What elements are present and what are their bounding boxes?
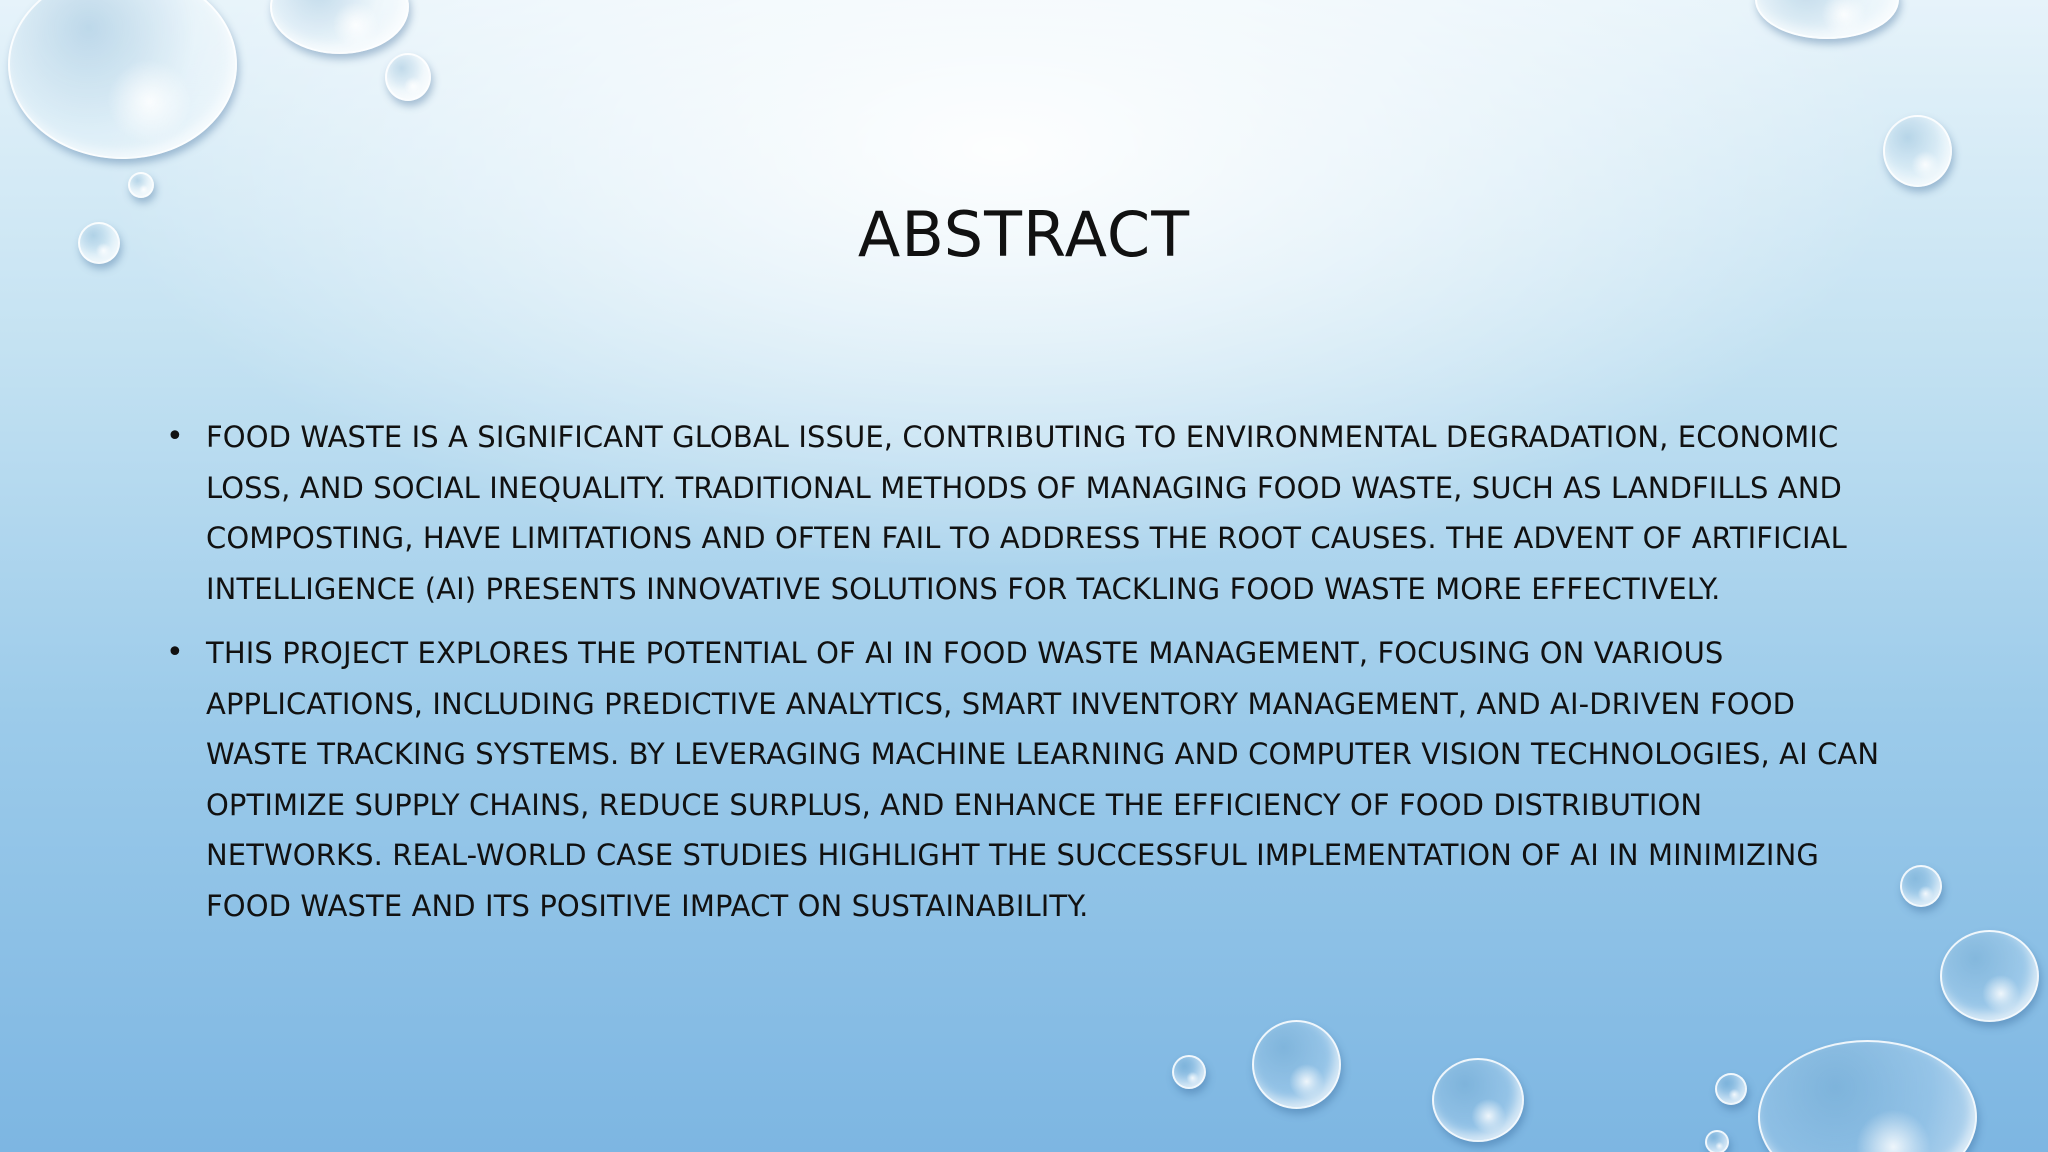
water-droplet-decoration xyxy=(1172,1055,1206,1089)
bullet-list xyxy=(164,412,1884,945)
water-droplet-decoration xyxy=(1883,115,1952,187)
water-droplet-decoration xyxy=(1758,1040,1977,1152)
bullet-item xyxy=(164,412,1884,614)
bullet-point-icon: • xyxy=(166,635,184,670)
water-droplet-decoration xyxy=(385,53,431,101)
water-droplet-decoration xyxy=(270,0,409,54)
water-droplet-decoration xyxy=(1900,865,1942,907)
water-droplet-decoration xyxy=(1432,1058,1524,1142)
bullet-text: FOOD WASTE IS A SIGNIFICANT GLOBAL ISSUE, CONTRIBUTING TO ENVIRONMENTAL DEGRADATION, ECONOMIC LOSS, AND SOCIAL INEQUALITY. TRADITIONAL METHODS OF MANAGING FOOD WASTE, SUCH AS LANDFILLS AND COMPOSTING, HAVE LIMITATIONS AND OFTEN FAIL TO ADDRESS THE ROOT CAUSES. THE ADVENT OF ARTIFICIAL INTELLIGENCE (AI) PRESENTS INNOVATIVE SOLUTIONS FOR TACKLING FOOD WASTE MORE EFFECTIVELY. xyxy=(206,420,1847,606)
water-droplet-decoration xyxy=(8,0,237,159)
bullet-point-icon: • xyxy=(166,419,184,454)
slide-title: ABSTRACT xyxy=(857,198,1191,271)
water-droplet-decoration xyxy=(1755,0,1899,39)
water-droplet-decoration xyxy=(1252,1020,1341,1109)
water-droplet-decoration xyxy=(1715,1073,1747,1105)
water-droplet-decoration xyxy=(1940,930,2039,1022)
water-droplet-decoration xyxy=(128,172,154,198)
bullet-text: THIS PROJECT EXPLORES THE POTENTIAL OF AI IN FOOD WASTE MANAGEMENT, FOCUSING ON VARIOUS APPLICATIONS, INCLUDING PREDICTIVE ANALYTICS, SMART INVENTORY MANAGEMENT, AND AI-DRIVEN FOOD WASTE TRACKING SYSTEMS. BY LEVERAGING MACHINE LEARNING AND COMPUTER VISION TECHNOLOGIES, AI CAN OPTIMIZE SUPPLY CHAINS, REDUCE SURPLUS, AND ENHANCE THE EFFICIENCY OF FOOD DISTRIBUTION NETWORKS. REAL-WORLD CASE STUDIES HIGHLIGHT THE SUCCESSFUL IMPLEMENTATION OF AI IN MINIMIZING FOOD WASTE AND ITS POSITIVE IMPACT ON SUSTAINABILITY. xyxy=(206,636,1880,923)
water-droplet-decoration xyxy=(1705,1130,1729,1152)
bullet-item xyxy=(164,628,1884,931)
